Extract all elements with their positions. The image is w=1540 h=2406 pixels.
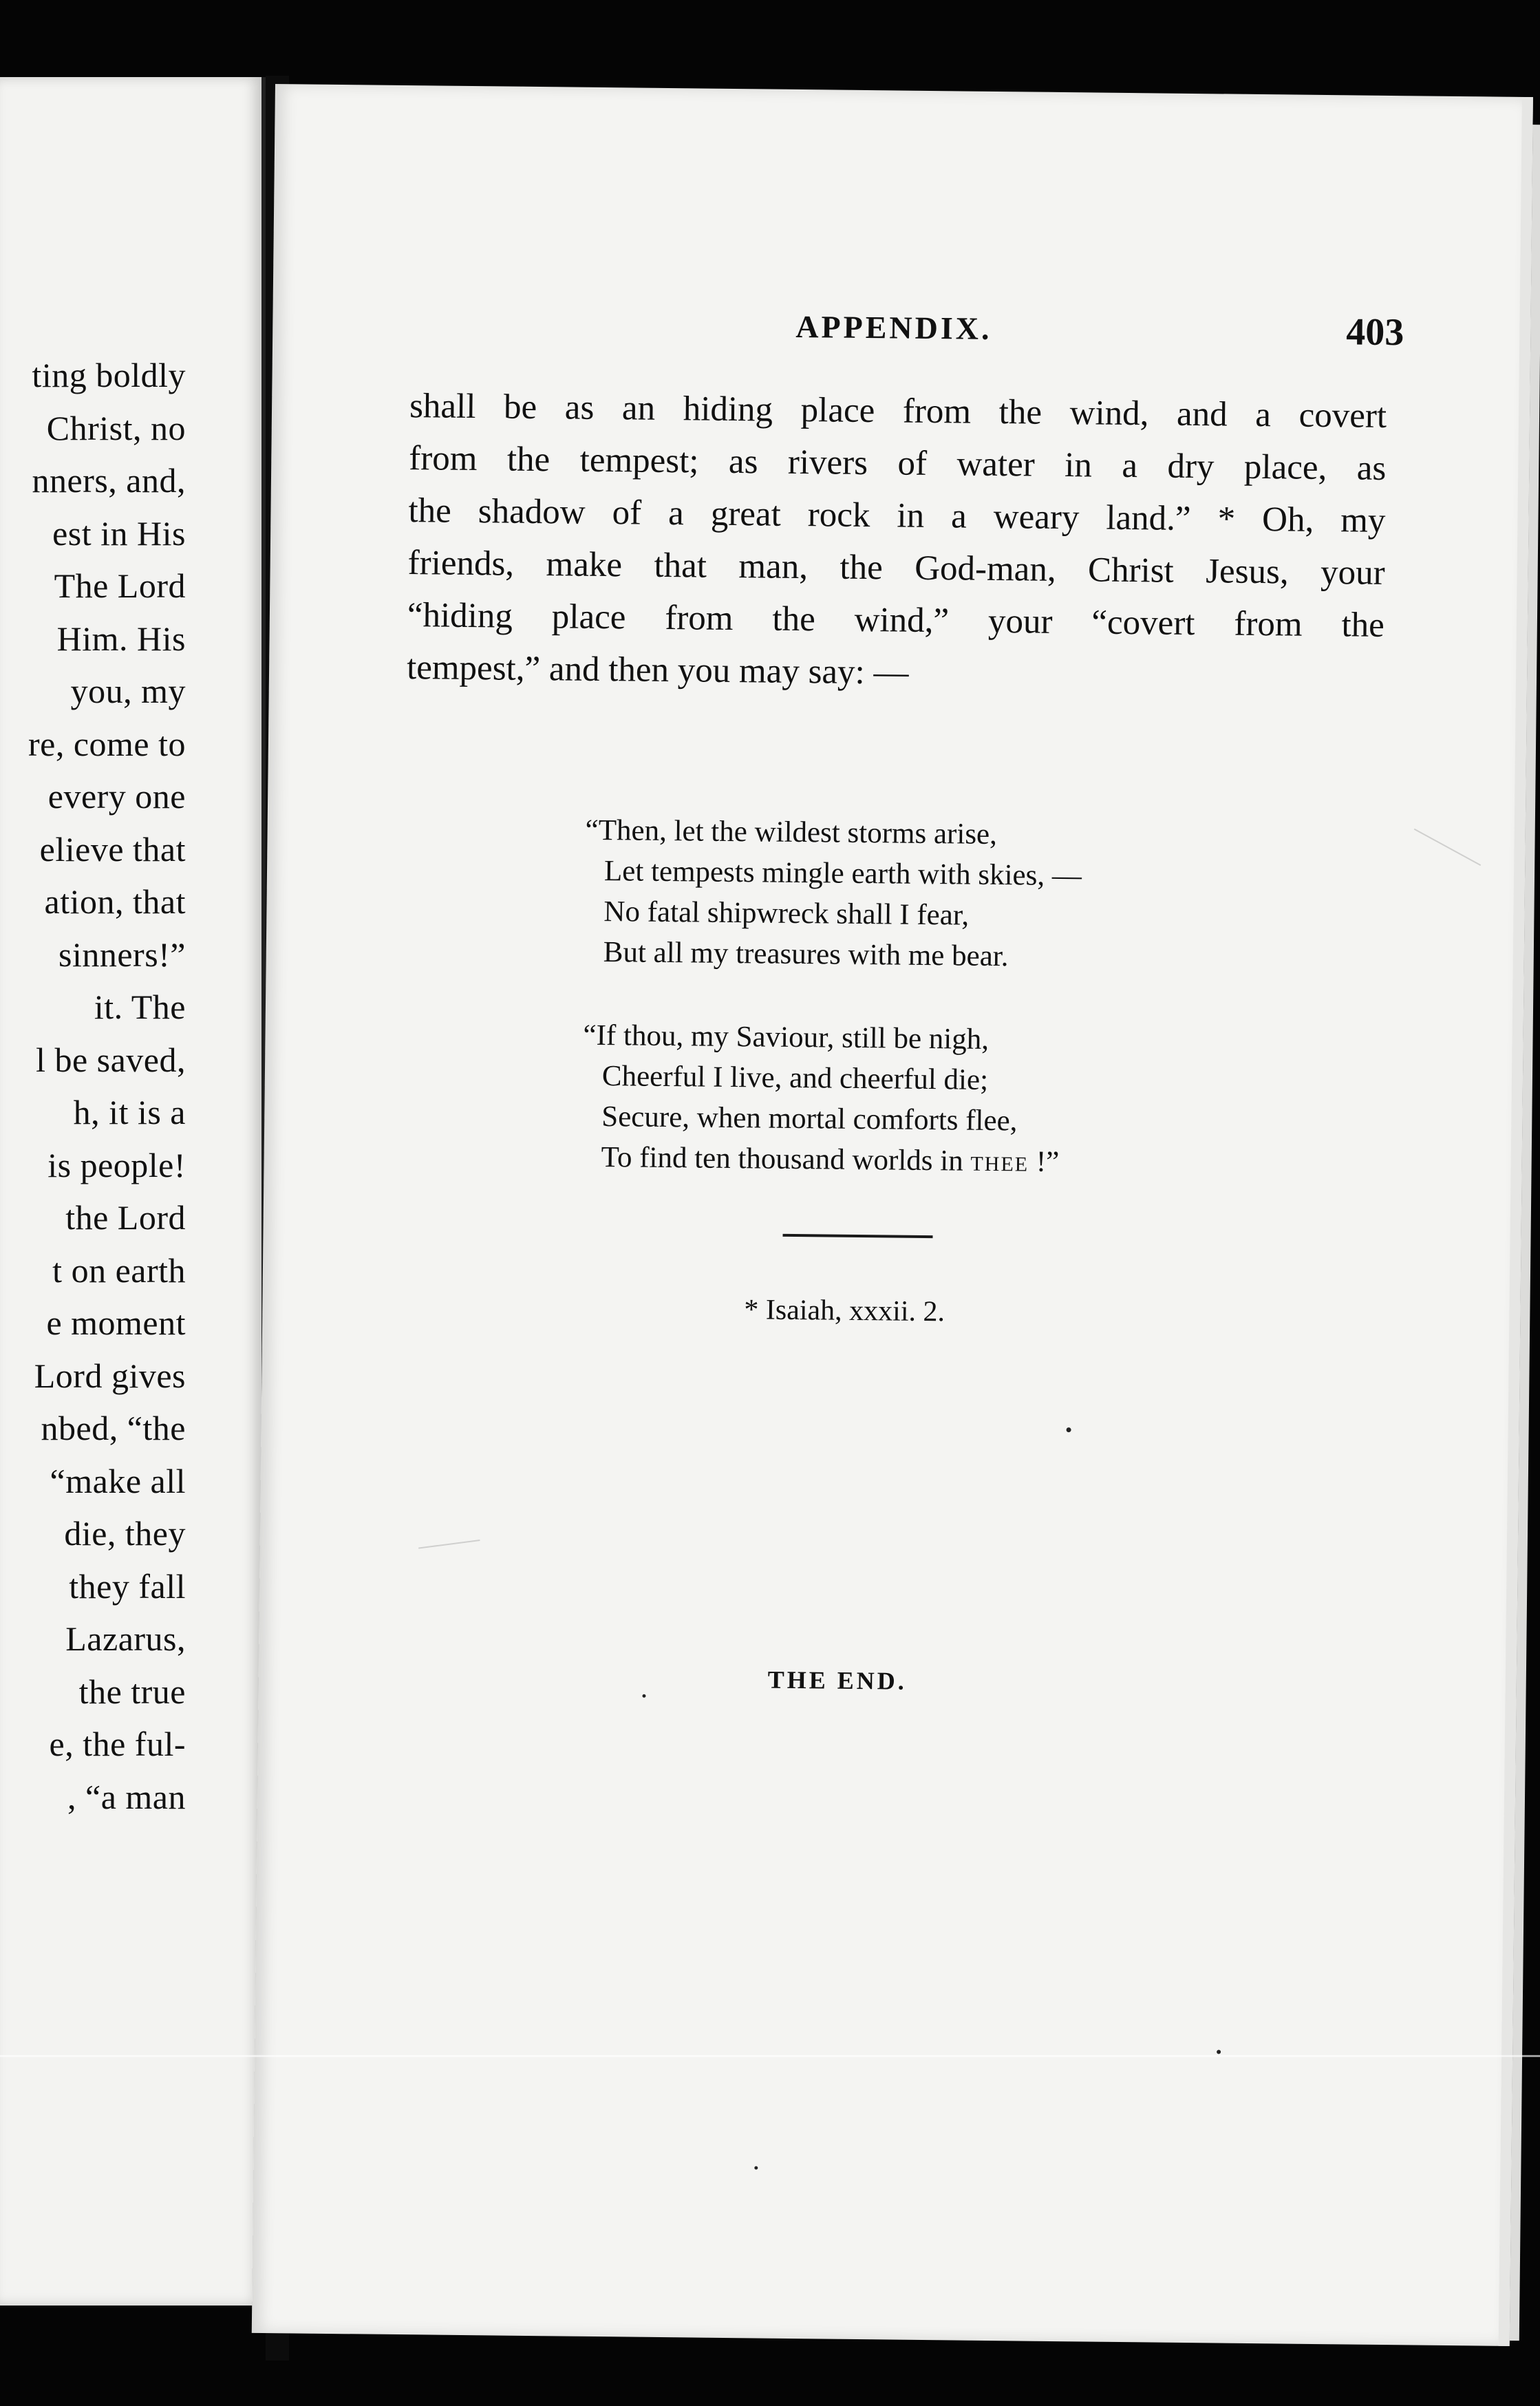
poem-line: Cheerful I live, and cheerful die; bbox=[601, 1060, 989, 1096]
prose-line: shall be as an hiding place from the wind, and a covert bbox=[409, 387, 1387, 436]
poem-line-end: !” bbox=[1036, 1145, 1060, 1179]
left-line: is people! bbox=[47, 1145, 186, 1184]
paper-crease bbox=[418, 1540, 480, 1549]
prose-line: tempest,” and then you may say: — bbox=[406, 648, 909, 692]
emphasis-thee: thee bbox=[970, 1145, 1029, 1178]
ink-speck bbox=[1067, 1427, 1071, 1432]
poem-line: Secure, when mortal comforts flee, bbox=[601, 1100, 1018, 1138]
left-line: Lord gives bbox=[34, 1356, 186, 1395]
left-line: re, come to bbox=[28, 724, 186, 763]
page-number: 403 bbox=[1345, 310, 1404, 354]
prose-line: the shadow of a great rock in a weary land.” * Oh, my bbox=[408, 491, 1386, 540]
left-line: sinners!” bbox=[58, 935, 186, 974]
left-line: ting boldly bbox=[32, 356, 186, 394]
left-line: nners, and, bbox=[32, 461, 186, 500]
left-line: , “a man bbox=[67, 1777, 186, 1816]
paper-crease bbox=[1414, 829, 1482, 866]
left-line: they fall bbox=[69, 1566, 186, 1606]
ink-speck bbox=[754, 2166, 758, 2169]
left-line: ation, that bbox=[44, 882, 186, 921]
poem-line: “If thou, my Saviour, still be nigh, bbox=[583, 1019, 990, 1056]
left-line: The Lord bbox=[54, 566, 186, 605]
left-line: die, they bbox=[64, 1514, 186, 1553]
footnote-rule bbox=[783, 1234, 933, 1238]
ink-speck bbox=[642, 1694, 645, 1698]
poem-line-final bbox=[601, 1137, 1221, 1184]
poem-line: “Then, let the wildest storms arise, bbox=[585, 813, 998, 851]
prose-paragraph bbox=[407, 380, 1387, 704]
left-line: the true bbox=[78, 1672, 186, 1711]
left-page-text bbox=[0, 349, 186, 1823]
right-page bbox=[252, 84, 1533, 2346]
page-edge bbox=[1510, 125, 1540, 2341]
left-line: “make all bbox=[50, 1461, 186, 1500]
prose-line: “hiding place from the wind,” your “covert from the bbox=[407, 596, 1385, 645]
scanner-line bbox=[0, 2055, 1540, 2057]
poem-line: Let tempests mingle earth with skies, — bbox=[603, 855, 1082, 893]
ink-speck bbox=[1217, 2050, 1221, 2054]
left-line: every one bbox=[47, 777, 186, 816]
left-line: you, my bbox=[70, 672, 186, 710]
prose-line: friends, make that man, the God-man, Christ Jesus, your bbox=[407, 544, 1385, 593]
left-line: h, it is a bbox=[73, 1093, 186, 1131]
the-end-label: THE END. bbox=[767, 1665, 908, 1695]
left-line: elieve that bbox=[39, 829, 186, 869]
poem-line: No fatal shipwreck shall I fear, bbox=[603, 895, 970, 932]
footnote: * Isaiah, xxxii. 2. bbox=[744, 1294, 945, 1328]
left-line: l be saved, bbox=[36, 1040, 186, 1079]
poem-line-text: To find ten thousand worlds in bbox=[601, 1141, 963, 1178]
left-line: the Lord bbox=[65, 1198, 186, 1237]
left-page bbox=[0, 77, 266, 2306]
left-line: Lazarus, bbox=[65, 1619, 186, 1658]
left-line: it. The bbox=[94, 988, 186, 1026]
left-line: e moment bbox=[46, 1303, 186, 1342]
poem-stanza-2 bbox=[583, 1015, 1221, 1184]
left-line: Him. His bbox=[56, 619, 186, 658]
poem-stanza-1 bbox=[585, 810, 1224, 979]
left-line: Christ, no bbox=[46, 408, 186, 447]
poem-line: But all my treasures with me bear. bbox=[603, 936, 1009, 973]
left-line: nbed, “the bbox=[41, 1409, 186, 1447]
running-head: APPENDIX. bbox=[795, 308, 992, 346]
left-line: e, the ful- bbox=[49, 1725, 186, 1763]
prose-line: from the tempest; as rivers of water in a dry place, as bbox=[409, 439, 1387, 488]
left-line: t on earth bbox=[52, 1250, 186, 1290]
left-line: est in His bbox=[52, 513, 186, 553]
